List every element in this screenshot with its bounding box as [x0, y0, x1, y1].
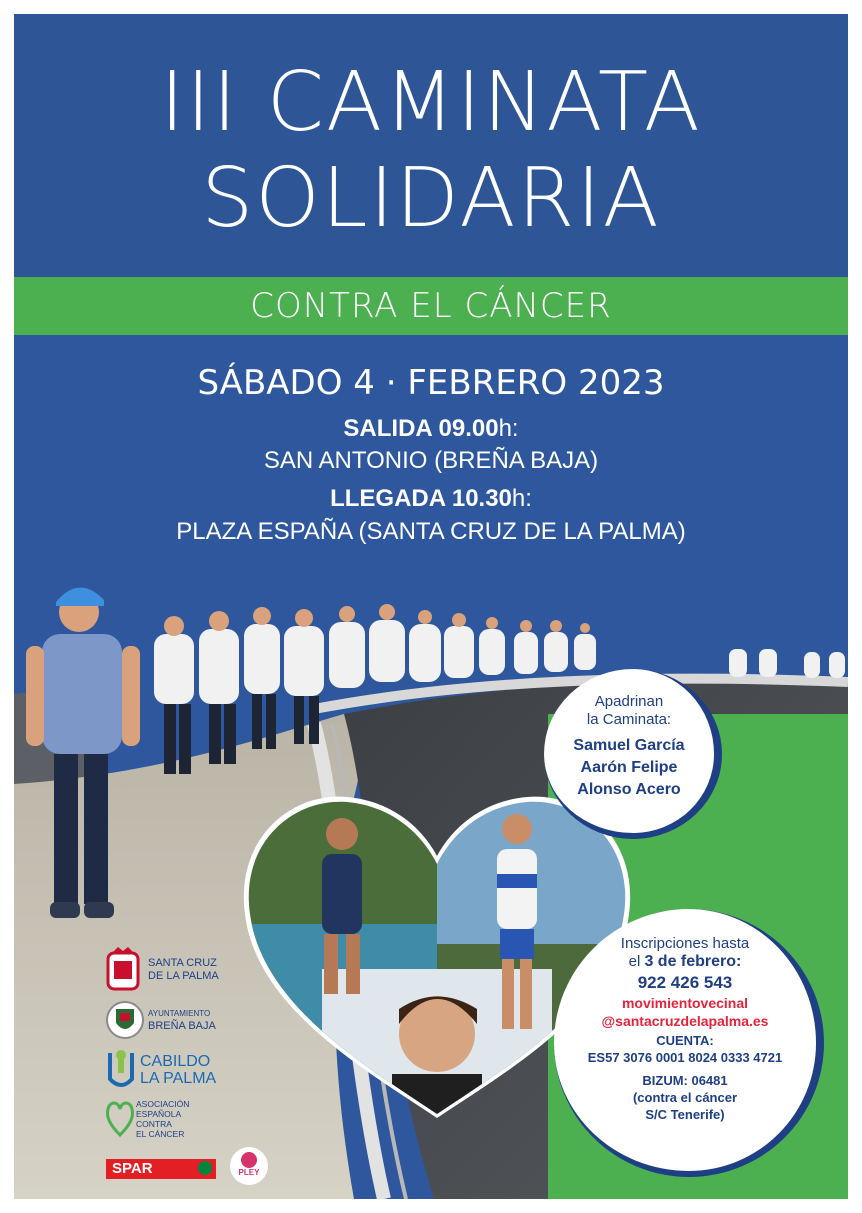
registration-phone: 922 426 543: [637, 973, 733, 992]
arrival-suffix: h:: [511, 485, 532, 512]
registration-line-1: Inscripciones hasta: [620, 935, 750, 952]
pley-text: PLEY: [238, 1168, 260, 1177]
account-label: CUENTA:: [656, 1033, 714, 1048]
sponsors-line-1: Apadrinan: [594, 693, 664, 710]
note-line-1: (contra el cáncer: [632, 1090, 738, 1105]
aecc-line: CONTRA: [136, 1119, 172, 1129]
arrival-time: [14, 485, 848, 513]
departure-suffix: h:: [498, 415, 519, 442]
cabildo-line: CABILDO: [140, 1053, 211, 1070]
cabildo-text: [140, 1053, 216, 1087]
spar-pley-logos: [106, 1153, 260, 1193]
spar-text: SPAR: [112, 1160, 153, 1177]
bizum-code: BIZUM: 06481: [642, 1073, 728, 1088]
brena-baja-logo: [106, 999, 251, 1045]
cabildo-icon: [106, 1049, 136, 1093]
pley-icon: [241, 1152, 257, 1168]
logos-column: [106, 939, 260, 1189]
arrival-label: LLEGADA 10.30: [330, 485, 512, 512]
sponsor-name: Alonso Acero: [577, 781, 681, 798]
registration-email-1: movimientovecinal: [621, 995, 749, 1011]
santa-cruz-text: [148, 957, 219, 983]
aecc-logo: [106, 1099, 251, 1145]
registration-email-2: @santacruzdelapalma.es: [601, 1013, 769, 1029]
pley-logo: [230, 1147, 268, 1185]
heart-ribbon-icon: [106, 1099, 134, 1139]
event-date: SÁBADO 4 · FEBRERO 2023: [197, 363, 665, 403]
santa-cruz-logo: [106, 947, 251, 997]
poster: [14, 14, 848, 1199]
title-band: [14, 14, 848, 277]
cabildo-line: LA PALMA: [140, 1070, 217, 1087]
coat-of-arms-icon: [106, 947, 140, 993]
cabildo-logo: [106, 1049, 251, 1095]
sponsors-bubble: [544, 669, 722, 839]
subtitle: CONTRA EL CÁNCER: [250, 286, 612, 326]
title-line-1: III CAMINATA: [160, 55, 702, 150]
registration-line-2: [554, 953, 816, 971]
sponsors-line-2: la Caminata:: [586, 711, 672, 728]
registration-bubble: [554, 909, 824, 1177]
aecc-line: ESPAÑOLA: [136, 1109, 182, 1119]
arrival-place: PLAZA ESPAÑA (SANTA CRUZ DE LA PALMA): [176, 518, 686, 545]
spar-tree-icon: [198, 1161, 212, 1175]
brena-baja-text: [148, 1007, 216, 1033]
shield-icon: [106, 999, 144, 1041]
departure-time: [14, 415, 848, 443]
registration-deadline: 3 de febrero:: [644, 953, 742, 970]
santa-cruz-line: SANTA CRUZ: [148, 957, 217, 969]
subtitle-band: [14, 277, 848, 335]
brena-baja-line: BREÑA BAJA: [148, 1020, 216, 1032]
sponsor-name: Samuel García: [573, 737, 685, 754]
departure-place: SAN ANTONIO (BREÑA BAJA): [263, 447, 599, 474]
departure-label: SALIDA 09.00: [343, 415, 499, 442]
registration-prefix: el: [628, 953, 645, 970]
note-line-2: S/C Tenerife): [645, 1107, 725, 1122]
title-line-2: SOLIDARIA: [201, 151, 661, 246]
aecc-line: ASOCIACIÓN: [136, 1099, 190, 1109]
aecc-line: EL CÁNCER: [136, 1129, 185, 1139]
spar-logo: [106, 1159, 216, 1179]
aecc-text: [136, 1099, 189, 1139]
account-number: ES57 3076 0001 8024 0333 4721: [587, 1050, 783, 1065]
santa-cruz-line: DE LA PALMA: [148, 970, 219, 982]
brena-baja-line: AYUNTAMIENTO: [148, 1009, 211, 1018]
sponsor-name: Aarón Felipe: [580, 759, 678, 776]
